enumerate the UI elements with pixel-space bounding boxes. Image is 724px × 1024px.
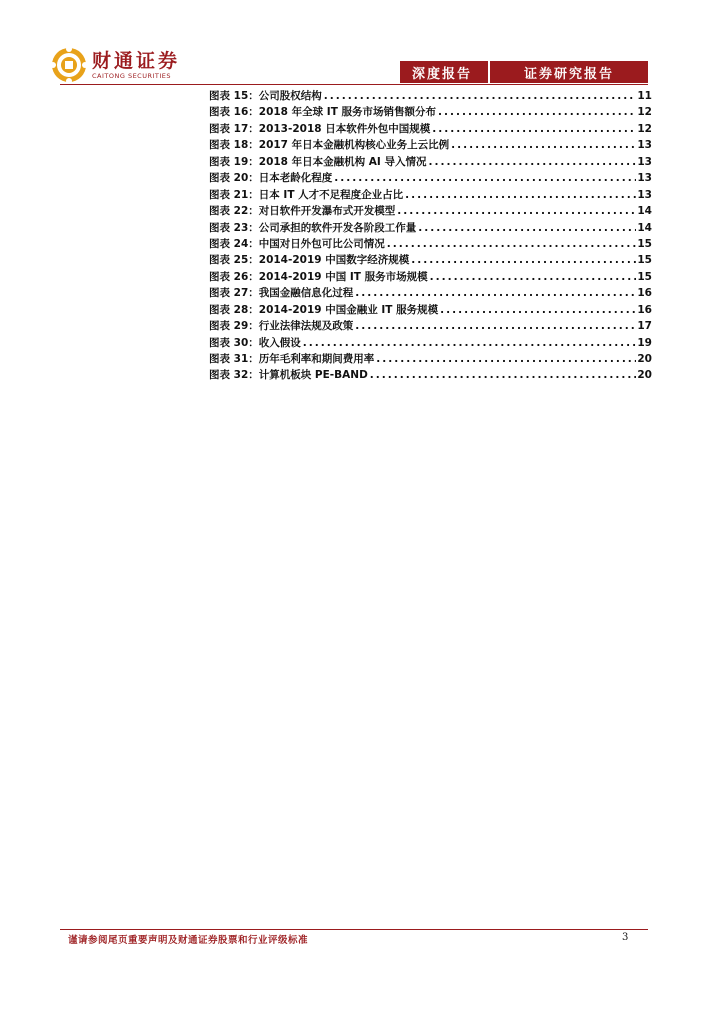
toc-entry-label: 图表 23：公司承担的软件开发各阶段工作量: [209, 221, 417, 234]
toc-entry-label: 图表 30：收入假设: [209, 336, 301, 349]
toc-entry-label: 图表 18：2017 年日本金融机构核心业务上云比例: [209, 139, 450, 152]
toc-entry-label: 图表 29：行业法律法规及政策: [209, 320, 354, 333]
toc-dot-leader: [368, 367, 636, 383]
toc-entry-label: 图表 21：日本 IT 人才不足程度企业占比: [209, 188, 404, 201]
report-type-banner: [400, 61, 648, 83]
toc-entry[interactable]: [209, 121, 652, 137]
toc-dot-leader: [416, 220, 636, 236]
toc-dot-leader: [430, 121, 636, 137]
toc-entry-page: 19: [637, 336, 652, 349]
toc-entry[interactable]: [209, 88, 652, 104]
toc-dot-leader: [301, 335, 636, 351]
toc-entry[interactable]: [209, 252, 652, 268]
banner-divider: [488, 61, 490, 83]
toc-entry-label: 图表 26：2014-2019 中国 IT 服务市场规模: [209, 270, 428, 283]
toc-dot-leader: [436, 104, 636, 120]
logo-english-text: CAITONG SECURITIES: [92, 72, 172, 80]
toc-entry[interactable]: [209, 220, 652, 236]
toc-entry-label: 图表 22：对日软件开发瀑布式开发模型: [209, 205, 396, 218]
toc-entry-page: 13: [637, 139, 652, 152]
toc-entry-label: 图表 27：我国金融信息化过程: [209, 287, 354, 300]
toc-entry-label: 图表 25：2014-2019 中国数字经济规模: [209, 254, 410, 267]
toc-entry-page: 14: [637, 221, 652, 234]
toc-dot-leader: [449, 137, 636, 153]
page-header: [0, 0, 724, 90]
toc-entry[interactable]: [209, 137, 652, 153]
page-number: 3: [622, 932, 629, 943]
toc-entry[interactable]: [209, 203, 652, 219]
toc-entry-page: 17: [637, 320, 652, 333]
footer-divider: [60, 929, 648, 930]
toc-entry-label: 图表 16：2018 年全球 IT 服务市场销售额分布: [209, 106, 437, 119]
toc-entry-label: 图表 19：2018 年日本金融机构 AI 导入情况: [209, 155, 427, 168]
toc-entry-page: 15: [637, 270, 652, 283]
footer-disclaimer: 谨请参阅尾页重要声明及财通证券股票和行业评级标准: [68, 935, 309, 946]
toc-dot-leader: [385, 236, 636, 252]
toc-entry-page: 16: [637, 303, 652, 316]
toc-entry-page: 12: [637, 122, 652, 135]
toc-dot-leader: [395, 203, 636, 219]
toc-dot-leader: [427, 154, 637, 170]
toc-entry-page: 14: [637, 205, 652, 218]
toc-dot-leader: [332, 170, 636, 186]
toc-entry-page: 15: [637, 254, 652, 267]
toc-entry-page: 11: [637, 90, 652, 102]
toc-entry[interactable]: [209, 302, 652, 318]
toc-entry-page: 20: [637, 369, 652, 382]
toc-entry-label: 图表 24：中国对日外包可比公司情况: [209, 237, 385, 250]
toc-entry[interactable]: [209, 367, 652, 383]
figure-table-of-contents: [209, 88, 652, 384]
toc-entry-label: 图表 28：2014-2019 中国金融业 IT 服务规模: [209, 303, 439, 316]
toc-entry-label: 图表 31：历年毛利率和期间费用率: [209, 353, 375, 365]
toc-entry[interactable]: [209, 170, 652, 186]
header-divider: [60, 84, 648, 85]
logo-chinese-text: 财通证券: [92, 50, 181, 72]
toc-entry-page: 16: [637, 287, 652, 300]
toc-entry[interactable]: [209, 236, 652, 252]
banner-depth-report: 深度报告: [412, 67, 473, 82]
toc-dot-leader: [353, 318, 636, 334]
toc-entry-label: 图表 17：2013-2018 日本软件外包中国规模: [209, 122, 431, 135]
toc-entry-label: 图表 15：公司股权结构: [209, 90, 322, 102]
toc-entry[interactable]: [209, 285, 652, 301]
banner-research-report: 证券研究报告: [524, 67, 615, 82]
toc-entry-page: 20: [637, 353, 652, 365]
toc-entry[interactable]: [209, 335, 652, 351]
caitong-logo-icon: [50, 46, 88, 84]
toc-entry-label: 图表 32：计算机板块 PE-BAND: [209, 369, 368, 382]
toc-entry[interactable]: [209, 104, 652, 120]
toc-entry[interactable]: [209, 318, 652, 334]
toc-entry[interactable]: [209, 187, 652, 203]
toc-dot-leader: [428, 269, 636, 285]
toc-entry[interactable]: [209, 269, 652, 285]
toc-dot-leader: [403, 187, 636, 203]
toc-entry-label: 图表 20：日本老龄化程度: [209, 172, 333, 185]
toc-dot-leader: [438, 302, 636, 318]
toc-dot-leader: [353, 285, 636, 301]
toc-entry-page: 13: [637, 172, 652, 185]
company-logo: [50, 46, 190, 86]
toc-entry[interactable]: [209, 351, 652, 367]
toc-entry-page: 15: [637, 237, 652, 250]
toc-entry-page: 12: [637, 106, 652, 119]
toc-dot-leader: [374, 351, 636, 367]
toc-entry[interactable]: [209, 154, 652, 170]
toc-entry-page: 13: [637, 188, 652, 201]
toc-entry-page: 13: [637, 155, 652, 168]
toc-dot-leader: [409, 252, 636, 268]
toc-dot-leader: [322, 88, 636, 104]
